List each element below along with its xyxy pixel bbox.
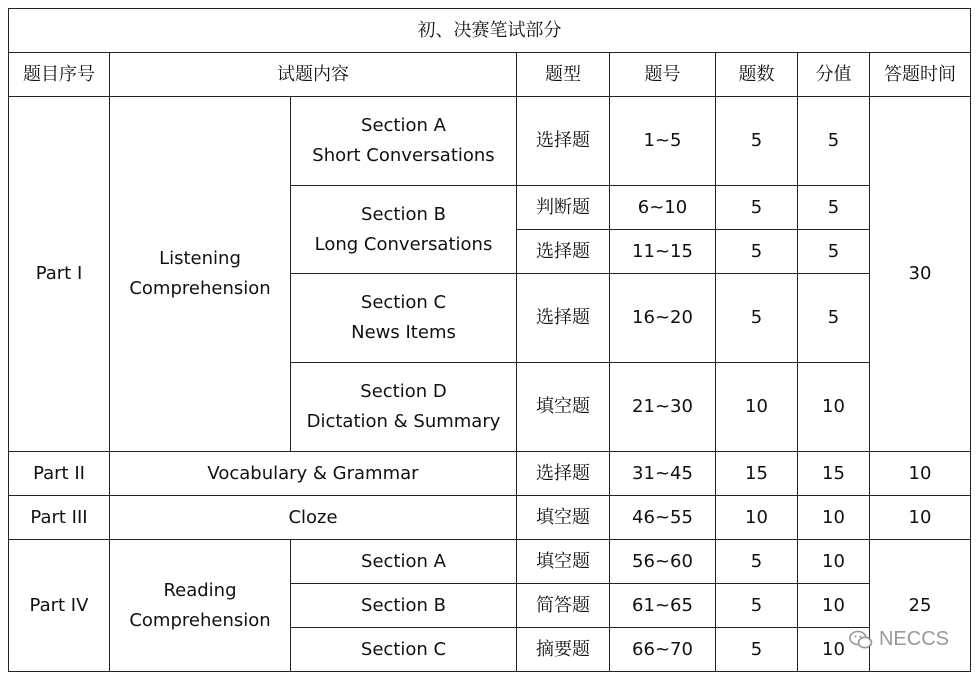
section-cell: Section C	[291, 628, 517, 672]
header-time: 答题时间	[870, 53, 971, 97]
numbers-cell: 11~15	[610, 230, 716, 274]
time-cell: 30	[870, 97, 971, 452]
part-content	[110, 97, 291, 452]
numbers-cell: 46~55	[610, 496, 716, 540]
header-count: 题数	[716, 53, 798, 97]
score-cell: 10	[798, 584, 870, 628]
count-cell: 5	[716, 628, 798, 672]
count-cell: 10	[716, 363, 798, 452]
watermark-text: NECCS	[878, 628, 949, 650]
section-line: Section B	[361, 203, 446, 225]
count-cell: 5	[716, 584, 798, 628]
part-name: Part II	[9, 452, 110, 496]
section-cell	[291, 186, 517, 274]
header-row	[9, 53, 971, 97]
count-cell: 10	[716, 496, 798, 540]
part-content: Cloze	[110, 496, 517, 540]
type-cell: 判断题	[517, 186, 610, 230]
part-name: Part I	[9, 97, 110, 452]
count-cell: 5	[716, 274, 798, 363]
exam-structure-table	[8, 8, 971, 672]
count-cell: 5	[716, 97, 798, 186]
section-line: News Items	[351, 322, 456, 343]
score-cell: 15	[798, 452, 870, 496]
section-line: Short Conversations	[312, 145, 495, 166]
type-cell: 选择题	[517, 274, 610, 363]
score-cell: 5	[798, 230, 870, 274]
count-cell: 5	[716, 540, 798, 584]
wechat-icon	[849, 630, 873, 650]
part-content	[110, 540, 291, 672]
section-cell: Section A	[291, 540, 517, 584]
table-row	[9, 97, 971, 186]
part-name: Part III	[9, 496, 110, 540]
type-cell: 选择题	[517, 230, 610, 274]
table-title: 初、决赛笔试部分	[9, 9, 971, 53]
time-cell: 10	[870, 452, 971, 496]
table-row	[9, 452, 971, 496]
title-row	[9, 9, 971, 53]
type-cell: 填空题	[517, 540, 610, 584]
table-row	[9, 496, 971, 540]
content-line: Listening	[159, 248, 241, 269]
section-cell: Section B	[291, 584, 517, 628]
part-content: Vocabulary & Grammar	[110, 452, 517, 496]
type-cell: 选择题	[517, 452, 610, 496]
section-line: Dictation & Summary	[306, 411, 501, 432]
section-cell	[291, 97, 517, 186]
score-cell: 5	[798, 274, 870, 363]
header-numbers: 题号	[610, 53, 716, 97]
table-row	[9, 540, 971, 584]
score-cell: 10	[798, 496, 870, 540]
header-content: 试题内容	[110, 53, 517, 97]
time-cell: 10	[870, 496, 971, 540]
type-cell: 简答题	[517, 584, 610, 628]
score-cell: 10	[798, 628, 870, 672]
time-cell: 25	[870, 540, 971, 672]
type-cell: 摘要题	[517, 628, 610, 672]
numbers-cell: 31~45	[610, 452, 716, 496]
header-part: 题目序号	[9, 53, 110, 97]
score-cell: 10	[798, 540, 870, 584]
section-cell	[291, 274, 517, 363]
content-line: Comprehension	[129, 609, 271, 631]
section-line: Section A	[361, 115, 446, 136]
section-line: Section D	[360, 381, 447, 402]
numbers-cell: 56~60	[610, 540, 716, 584]
header-score: 分值	[798, 53, 870, 97]
numbers-cell: 16~20	[610, 274, 716, 363]
section-line: Section C	[360, 292, 447, 313]
score-cell: 5	[798, 186, 870, 230]
type-cell: 选择题	[517, 97, 610, 186]
numbers-cell: 21~30	[610, 363, 716, 452]
type-cell: 填空题	[517, 363, 610, 452]
header-type: 题型	[517, 53, 610, 97]
numbers-cell: 1~5	[610, 97, 716, 186]
numbers-cell: 66~70	[610, 628, 716, 672]
numbers-cell: 61~65	[610, 584, 716, 628]
type-cell: 填空题	[517, 496, 610, 540]
content-line: Comprehension	[129, 278, 271, 299]
count-cell: 15	[716, 452, 798, 496]
numbers-cell: 6~10	[610, 186, 716, 230]
part-name: Part IV	[9, 540, 110, 672]
count-cell: 5	[716, 186, 798, 230]
watermark	[849, 628, 949, 651]
section-cell	[291, 363, 517, 452]
content-line: Reading	[163, 579, 237, 601]
section-line: Long Conversations	[314, 233, 493, 255]
score-cell: 10	[798, 363, 870, 452]
score-cell: 5	[798, 97, 870, 186]
count-cell: 5	[716, 230, 798, 274]
